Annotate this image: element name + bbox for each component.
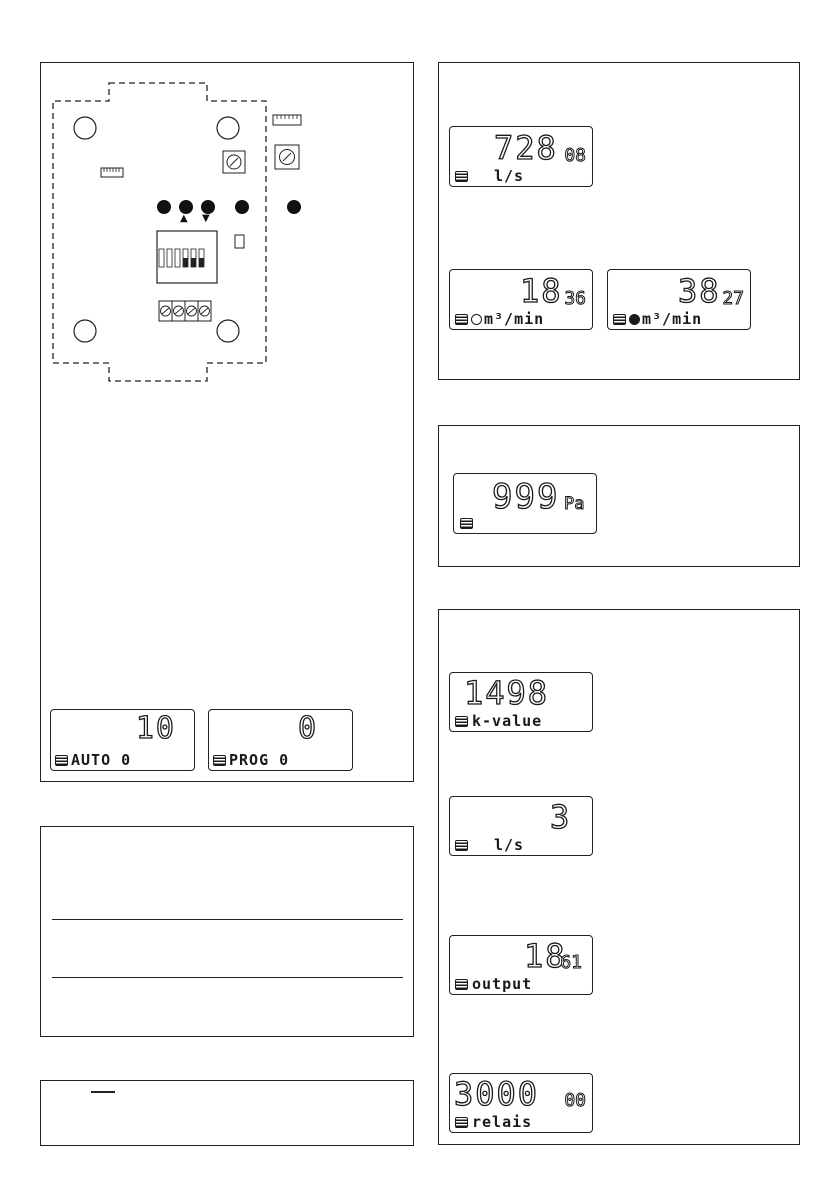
lcd-pa-unit: Pa	[564, 494, 585, 514]
button-down[interactable]	[201, 200, 215, 214]
lcd-m3-open	[449, 269, 593, 330]
circuit-board-diagram	[41, 63, 415, 393]
lcd-flow-value: 728	[494, 129, 558, 167]
lcd-prog	[208, 709, 353, 771]
lcd-m3-closed	[607, 269, 751, 330]
display-icon	[613, 314, 626, 325]
lcd-prog-value: 0	[297, 711, 318, 746]
params-panel	[438, 609, 800, 1145]
lcd-kvalue-value: 1498	[464, 674, 550, 712]
lcd-output-decimals: 61	[560, 952, 582, 973]
overline-mark	[91, 1091, 115, 1093]
button-1[interactable]	[157, 200, 171, 214]
lcd-m3-open-unit: m³/min	[484, 310, 545, 328]
lcd-auto	[50, 709, 195, 771]
divider	[52, 919, 403, 920]
lcd-auto-label: AUTO 0	[71, 751, 132, 769]
display-icon	[455, 1117, 468, 1128]
button-4[interactable]	[235, 200, 249, 214]
lcd-flow	[449, 126, 593, 187]
lcd-m3-open-decimals: 36	[564, 288, 586, 309]
open-circle-icon	[471, 314, 482, 325]
lcd-output	[449, 935, 593, 995]
lcd-m3-open-value: 18	[520, 272, 563, 310]
arrow-down-icon: ▼	[202, 213, 210, 224]
filled-circle-icon	[629, 314, 640, 325]
lcd-ls-value: 3	[550, 798, 572, 836]
lcd-flow-decimals: 08	[564, 145, 586, 166]
display-icon	[460, 518, 473, 529]
lcd-kvalue	[449, 672, 593, 732]
footnote-panel	[40, 1080, 414, 1146]
display-icon	[455, 979, 468, 990]
lcd-m3-closed-value: 38	[678, 272, 721, 310]
lcd-prog-label: PROG 0	[229, 751, 290, 769]
lcd-relais	[449, 1073, 593, 1133]
lcd-ls	[449, 796, 593, 856]
display-icon	[455, 716, 468, 727]
lcd-ls-unit: l/s	[494, 836, 525, 854]
display-icon	[455, 840, 468, 851]
display-icon	[55, 755, 68, 766]
display-icon	[213, 755, 226, 766]
setup-panel	[40, 62, 414, 782]
lcd-relais-value: 3000	[454, 1075, 540, 1113]
button-up[interactable]	[179, 200, 193, 214]
lcd-m3-closed-unit: m³/min	[642, 310, 703, 328]
lcd-output-label: output	[472, 975, 533, 993]
lcd-relais-decimals: 00	[564, 1090, 586, 1111]
pressure-panel	[438, 425, 800, 567]
flow-panel	[438, 62, 800, 380]
lcd-relais-label: relais	[472, 1113, 533, 1131]
lcd-auto-value: 10	[135, 711, 176, 746]
notes-panel	[40, 826, 414, 1037]
button-5[interactable]	[287, 200, 301, 214]
lcd-m3-closed-decimals: 27	[722, 288, 744, 309]
display-icon	[455, 314, 468, 325]
arrow-up-icon: ▲	[180, 213, 188, 224]
lcd-pa	[453, 473, 597, 534]
divider	[52, 977, 403, 978]
lcd-flow-unit: l/s	[494, 167, 525, 185]
lcd-output-value: 18	[524, 937, 567, 975]
lcd-pa-value: 999	[492, 477, 560, 517]
lcd-kvalue-label: k-value	[472, 712, 543, 730]
display-icon	[455, 171, 468, 182]
